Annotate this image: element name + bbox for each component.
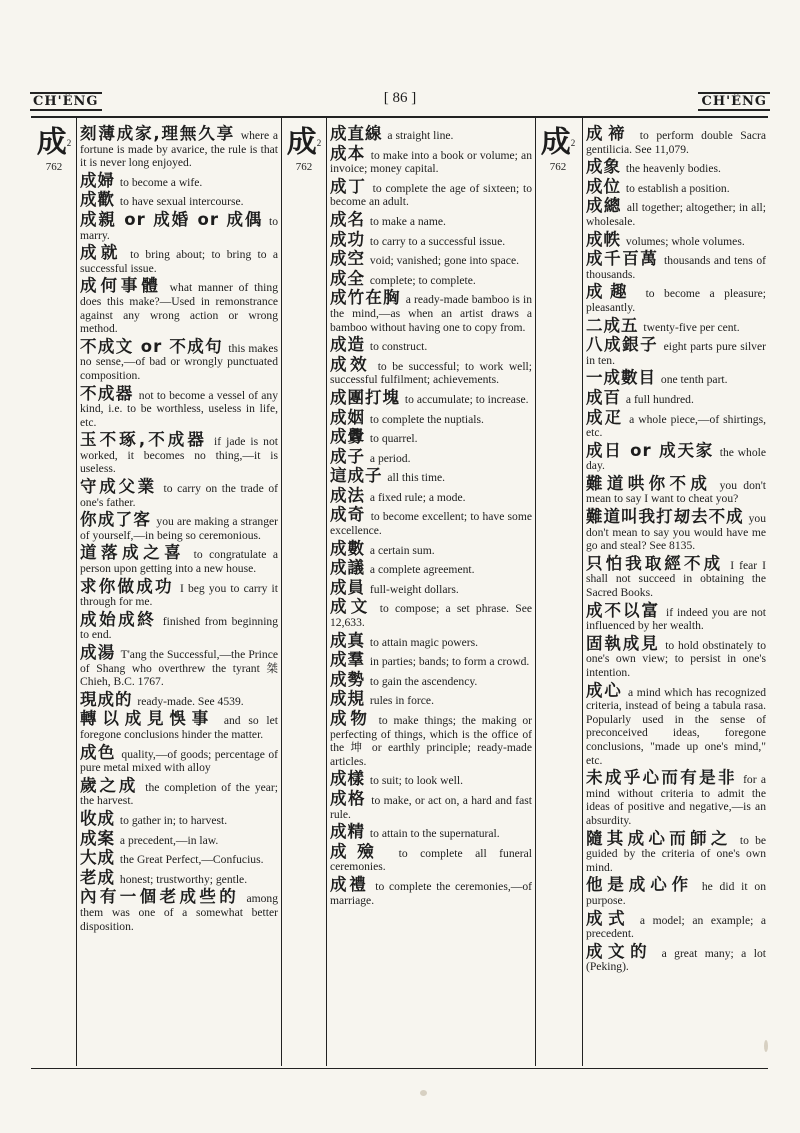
entry-headword: 成議 [330, 558, 365, 578]
dictionary-entry [586, 507, 766, 553]
entry-definition: to make a name. [369, 214, 446, 228]
entry-headword: 一成數目 [586, 368, 656, 388]
dictionary-entry [330, 407, 532, 427]
dictionary-entry [80, 430, 278, 476]
entry-definition: to hold obstinately to one's own view; to persist in one's intention. [586, 638, 766, 679]
entry-definition: to gain the ascendency. [369, 674, 478, 688]
entry-definition: what manner of thing does this make?—Used in remonstrance against any wrong action or wrong method. [80, 281, 278, 336]
entry-definition: finished from beginning to end. [80, 614, 279, 642]
entry-definition: to bring about; to bring to a successful issue. [80, 248, 278, 275]
dictionary-entry [80, 243, 278, 275]
entry-definition: a mind which has recognized criteria, instead of being a tabula rasa. Popularly used in the sense of preconceived ideas, foregone conclusions, "made up one's mind," etc. [586, 685, 767, 767]
dictionary-entry [586, 124, 767, 156]
entry-definition: the Great Perfect,—Confucius. [119, 853, 264, 867]
entry-headword: 他是成心作 [586, 875, 693, 895]
key-character: 成$^2$ [36, 125, 72, 160]
dictionary-entry [330, 630, 532, 650]
entry-definition: to carry on the trade of one's father. [80, 482, 278, 509]
entry-headword: 成禘 [586, 124, 631, 143]
entry-headword: 八成銀子 [586, 335, 659, 355]
dictionary-entry [330, 769, 532, 789]
entry-headword: 不成器 [80, 383, 134, 403]
entry-definition: honest; trustworthy; gentle. [119, 872, 248, 886]
entry-definition: a ready-made bamboo is in the mind,—as when an artist draws a bamboo without having one to copy from. [330, 293, 533, 334]
dictionary-entry [80, 848, 278, 868]
entry-definition: a whole piece,—of shirtings, etc. [586, 412, 766, 440]
entry-definition: to make, or act on, a hard and fast rule. [330, 793, 532, 821]
entry-headword: 玉不琢,不成器 [80, 430, 208, 450]
entry-headword: 成疋 [586, 407, 624, 427]
entry-definition: to quarrel. [369, 432, 418, 446]
entry-headword: 成格 [330, 788, 366, 808]
entry-headword: 成千百萬 [586, 249, 659, 269]
entry-definition: and so let foregone conclusions hinder the matter. [80, 714, 278, 741]
dictionary-entry [586, 249, 766, 281]
entry-headword: 成直線 [330, 124, 383, 143]
entry-headword: 成法 [330, 485, 365, 505]
entry-headword: 只怕我取經不成 [586, 553, 724, 573]
entry-definition: all this time. [387, 471, 446, 485]
entry-definition: to attain magic powers. [369, 635, 479, 649]
entry-headword: 成式 [586, 908, 631, 928]
entry-definition: the whole day. [586, 445, 766, 473]
entry-definition: to accumulate; to increase. [404, 392, 529, 406]
entry-headword: 成造 [330, 335, 365, 355]
entry-definition: to establish a position. [625, 181, 730, 195]
entry-definition: all together; altogether; in all; wholesale. [586, 201, 766, 228]
dictionary-entry [330, 650, 532, 670]
entry-definition: to construct. [369, 340, 428, 354]
dictionary-entry [80, 124, 278, 170]
dictionary-entry [330, 335, 532, 355]
entry-headword: 求你做成功 [80, 576, 174, 596]
dictionary-entry [80, 383, 278, 430]
dictionary-entry [80, 643, 278, 689]
entry-headword: 成團打塊 [330, 387, 400, 407]
dictionary-entry [586, 680, 767, 768]
entry-headword: 成數 [330, 538, 365, 558]
entry-headword: 成姻 [330, 407, 365, 427]
entry-definition: a precedent,—in law. [119, 833, 219, 847]
dictionary-entry [586, 282, 766, 314]
entry-definition: to marry. [80, 214, 278, 242]
entry-headword: 成位 [586, 176, 621, 196]
dictionary-entry [586, 941, 766, 974]
entry-headword: 成規 [330, 689, 365, 709]
dictionary-entry [586, 229, 766, 249]
dictionary-entry [80, 689, 278, 709]
dictionary-column [330, 124, 533, 911]
entry-headword: 成本 [330, 143, 366, 163]
dictionary-entry [586, 176, 766, 196]
dictionary-entry [80, 709, 278, 741]
paper-spot [420, 1090, 427, 1096]
entry-definition: to become a wife. [119, 175, 203, 189]
key-character-block [32, 127, 76, 173]
entry-definition: to be successful; to work well; successful fulfilment; achievements. [330, 359, 532, 387]
dictionary-entry [330, 538, 532, 558]
dictionary-entry [330, 841, 532, 874]
dictionary-entry [586, 335, 766, 367]
entry-headword: 成始成終 [80, 609, 157, 629]
dictionary-entry [80, 576, 278, 609]
entry-definition: to be guided by the criteria of one's own mind. [586, 833, 767, 874]
dictionary-column [586, 124, 767, 978]
dictionary-entry [80, 609, 279, 642]
dictionary-entry [330, 143, 532, 176]
entry-definition: to make things; the making or perfecting of things, which is the office of the 坤 or earthly principle; ready-made articles. [330, 714, 532, 768]
entry-headword: 二成五 [586, 315, 639, 335]
entry-headword: 歲之成 [80, 775, 139, 795]
key-character-block [536, 127, 580, 173]
dictionary-entry [586, 196, 766, 228]
entry-definition: for a mind without criteria to admit the ideas of positive and negative,—is an absurdity. [586, 773, 766, 827]
entry-headword: 成不以富 [586, 600, 661, 620]
entry-definition: I fear I shall not succeed in obtaining the Sacred Books. [586, 558, 766, 600]
column-rule [281, 116, 282, 1066]
entry-headword: 成親 or 成婚 or 成偶 [80, 209, 264, 229]
entry-headword: 你成了客 [80, 510, 152, 530]
dictionary-entry [330, 558, 532, 578]
entry-definition: to have sexual intercourse. [119, 195, 244, 209]
entry-headword: 成全 [330, 268, 365, 288]
dictionary-entry [330, 709, 532, 768]
entry-headword: 成歡 [80, 190, 115, 210]
dictionary-entry [586, 440, 766, 473]
entry-definition: a great many; a lot (Peking). [586, 946, 766, 974]
entry-definition: the completion of the year; the harvest. [80, 780, 278, 808]
entry-definition: eight parts pure silver in ten. [586, 340, 766, 367]
dictionary-entry [80, 775, 278, 808]
entry-headword: 刻薄成家,理無久享 [80, 124, 235, 143]
entry-headword: 老成 [80, 867, 115, 887]
entry-headword: 現成的 [80, 689, 133, 709]
entry-definition: complete; to complete. [369, 273, 476, 287]
dictionary-entry [586, 633, 766, 680]
entry-definition: a complete agreement. [369, 563, 475, 577]
dictionary-entry [330, 822, 532, 842]
entry-headword: 成日 or 成天家 [586, 440, 715, 460]
entry-definition: where a fortune is made by avarice, the rule is that it is never long enjoyed. [80, 129, 278, 170]
entry-definition: volumes; whole volumes. [625, 234, 745, 248]
dictionary-entry [80, 742, 279, 775]
entry-headword: 轉以成見悞事 [80, 709, 215, 729]
dictionary-entry [330, 209, 532, 229]
dictionary-entry [330, 387, 532, 407]
dictionary-entry [80, 828, 278, 848]
column-rule [76, 116, 77, 1066]
paper-spot [764, 1040, 768, 1052]
running-head-right: CH'ÊNG [698, 92, 770, 111]
entry-definition: void; vanished; gone into space. [369, 254, 519, 268]
entry-headword: 成何事體 [80, 276, 162, 296]
dictionary-entry [586, 553, 766, 600]
entry-headword: 守成父業 [80, 477, 157, 497]
entry-headword: 成心 [586, 680, 623, 700]
column-rule [582, 116, 583, 1066]
entry-definition: a straight line. [387, 129, 454, 142]
dictionary-column [80, 124, 279, 937]
entry-headword: 成趣 [586, 282, 635, 302]
dictionary-entry [330, 354, 532, 387]
key-character-block [282, 127, 326, 173]
entry-definition: to gather in; to harvest. [119, 813, 228, 827]
dictionary-entry [586, 387, 766, 407]
column-rule [326, 116, 327, 1066]
entry-definition: one tenth part. [660, 373, 728, 387]
entry-headword: 成禮 [330, 874, 369, 894]
key-number: 762 [549, 161, 567, 173]
entry-headword: 成總 [586, 196, 622, 216]
entry-headword: 成帙 [586, 229, 621, 249]
dictionary-entry [586, 157, 766, 177]
entry-headword: 未成乎心而有是非 [586, 768, 737, 788]
entry-headword: 固執成見 [586, 633, 660, 653]
dictionary-entry [80, 190, 278, 210]
entry-headword: 成功 [330, 229, 365, 249]
dictionary-entry [80, 336, 278, 383]
entry-headword: 大成 [80, 848, 115, 868]
entry-definition: to perform double Sacra gentilicia. See 11,079. [586, 129, 767, 156]
entry-headword: 成百 [586, 387, 621, 407]
entry-definition: you don't mean to say you would have me go and steal? See 8135. [586, 512, 766, 553]
column-rule [535, 116, 536, 1066]
entry-headword: 隨其成心而師之 [586, 828, 732, 848]
entry-headword: 成名 [330, 209, 365, 229]
entry-definition: if indeed you are not influenced by her wealth. [586, 605, 767, 633]
dictionary-entry [80, 867, 278, 887]
entry-headword: 成文的 [586, 941, 653, 961]
dictionary-entry [330, 288, 533, 334]
entry-headword: 成樣 [330, 769, 365, 789]
dictionary-entry [586, 368, 766, 388]
dictionary-entry [330, 229, 532, 249]
entry-definition: among them was one of a somewhat better disposition. [80, 892, 278, 933]
entry-definition: he did it on purpose. [586, 880, 766, 907]
page-header [30, 86, 770, 116]
entry-headword: 成奇 [330, 505, 366, 525]
dictionary-entry [80, 887, 278, 933]
entry-headword: 成勢 [330, 669, 365, 689]
entry-headword: 成員 [330, 577, 365, 597]
entry-definition: to complete the age of sixteen; to become an adult. [330, 181, 532, 209]
dictionary-entry [330, 577, 532, 597]
entry-headword: 難道叫我打刼去不成 [586, 507, 744, 527]
entry-headword: 成象 [586, 157, 621, 177]
dictionary-entry [586, 473, 767, 506]
dictionary-entry [330, 446, 532, 466]
dictionary-entry [586, 828, 767, 875]
entry-definition: to suit; to look well. [369, 774, 463, 788]
entry-definition: rules in force. [369, 694, 434, 708]
key-number: 762 [295, 161, 313, 173]
dictionary-entry [586, 407, 766, 440]
entry-definition: a full hundred. [625, 392, 694, 406]
entry-definition: to complete the nuptials. [369, 412, 484, 426]
dictionary-entry [330, 268, 532, 288]
dictionary-entry [330, 788, 532, 821]
dictionary-entry [330, 689, 532, 709]
entry-definition: a model; an example; a precedent. [586, 913, 767, 941]
entry-headword: 成殮 [330, 841, 385, 861]
key-character: 成$^2$ [286, 125, 322, 160]
entry-headword: 成就 [80, 243, 122, 263]
page-number: [ 86 ] [383, 90, 417, 106]
dictionary-entry [330, 505, 533, 538]
entry-headword: 收成 [80, 808, 115, 828]
entry-headword: 成物 [330, 709, 371, 728]
dictionary-entry [330, 485, 532, 505]
entry-definition: to congratulate a person upon getting into a new house. [80, 548, 279, 576]
entry-definition: not to become a vessel of any kind, i.e. to be worthless, useless in life, etc. [80, 388, 278, 429]
dictionary-entry [80, 808, 278, 828]
entry-definition: full-weight dollars. [369, 582, 459, 596]
entry-definition: the heavenly bodies. [625, 162, 721, 176]
dictionary-entry [80, 543, 279, 576]
entry-headword: 成子 [330, 446, 365, 466]
entry-definition: in parties; bands; to form a crowd. [369, 655, 530, 669]
entry-headword: 成色 [80, 742, 117, 762]
entry-headword: 內有一個老成些的 [80, 887, 240, 907]
entry-definition: to become a pleasure; pleasantly. [586, 287, 766, 314]
entry-headword: 成真 [330, 630, 365, 650]
entry-definition: you are making a stranger of yourself,—in being so ceremonious. [80, 515, 278, 542]
entry-definition: to complete all funeral ceremonies. [330, 846, 532, 874]
entry-headword: 成文 [330, 597, 372, 617]
entry-headword: 成釁 [330, 427, 365, 447]
entry-definition: T'ang the Successful,—the Prince of Shang who overthrew the tyrant 桀 Chieh, B.C. 1767. [80, 648, 278, 689]
key-number: 762 [45, 161, 63, 173]
entry-headword: 道落成之喜 [80, 543, 186, 563]
dictionary-entry [586, 315, 766, 335]
dictionary-entry [586, 875, 766, 907]
dictionary-entry [330, 874, 532, 907]
dictionary-entry [330, 597, 533, 630]
dictionary-entry [80, 170, 278, 190]
entry-headword: 成湯 [80, 643, 116, 662]
entry-definition: thousands and tens of thousands. [586, 254, 766, 281]
entry-headword: 成效 [330, 354, 371, 374]
entry-definition: a certain sum. [369, 543, 435, 557]
entry-definition: to become excellent; to have some excellence. [330, 510, 533, 538]
entry-headword: 這成子 [330, 466, 383, 486]
key-character: 成$^2$ [540, 125, 576, 160]
running-head-left: CH'ÊNG [30, 92, 102, 111]
dictionary-entry [586, 768, 766, 827]
entry-headword: 成精 [330, 822, 365, 842]
entry-headword: 難道哄你不成 [586, 473, 712, 493]
entry-definition: you don't mean to say I want to cheat you? [586, 478, 767, 506]
dictionary-entry [586, 908, 767, 941]
entry-headword: 成空 [330, 249, 365, 269]
entry-headword: 成婦 [80, 170, 115, 190]
dictionary-entry [80, 209, 278, 242]
entry-definition: this makes no sense,—of bad or wrongly punctuated composition. [80, 341, 278, 382]
entry-definition: twenty-five per cent. [643, 320, 740, 334]
entry-definition: to carry to a successful issue. [369, 234, 506, 248]
entry-definition: to complete the ceremonies,—of marriage. [330, 879, 532, 907]
entry-headword: 成竹在胸 [330, 288, 401, 308]
entry-headword: 成丁 [330, 176, 367, 196]
dictionary-entry [80, 276, 278, 336]
entry-definition: I beg you to carry it through for me. [80, 581, 278, 609]
entry-definition: a fixed rule; a mode. [369, 490, 466, 504]
entry-definition: to compose; a set phrase. See 12,633. [330, 602, 533, 630]
entry-headword: 成案 [80, 828, 115, 848]
entry-headword: 不成文 or 不成句 [80, 336, 224, 356]
dictionary-entry [330, 427, 532, 447]
dictionary-entry [80, 510, 278, 542]
entry-headword: 成羣 [330, 650, 365, 670]
entry-definition: ready-made. See 4539. [137, 694, 244, 708]
dictionary-entry [330, 124, 532, 143]
dictionary-entry [586, 600, 767, 633]
dictionary-entry [330, 669, 532, 689]
dictionary-entry [80, 477, 278, 509]
dictionary-entry [330, 466, 532, 486]
entry-definition: if jade is not worked, it becomes no thing,—it is useless. [80, 435, 278, 476]
entry-definition: a period. [369, 451, 411, 465]
entry-definition: quality,—of goods; percentage of pure metal mixed with alloy [80, 747, 279, 775]
dictionary-entry [330, 249, 532, 269]
entry-definition: to attain to the supernatural. [369, 827, 500, 841]
dictionary-entry [330, 176, 532, 209]
entry-definition: to make into a book or volume; an invoice; money capital. [330, 148, 532, 176]
